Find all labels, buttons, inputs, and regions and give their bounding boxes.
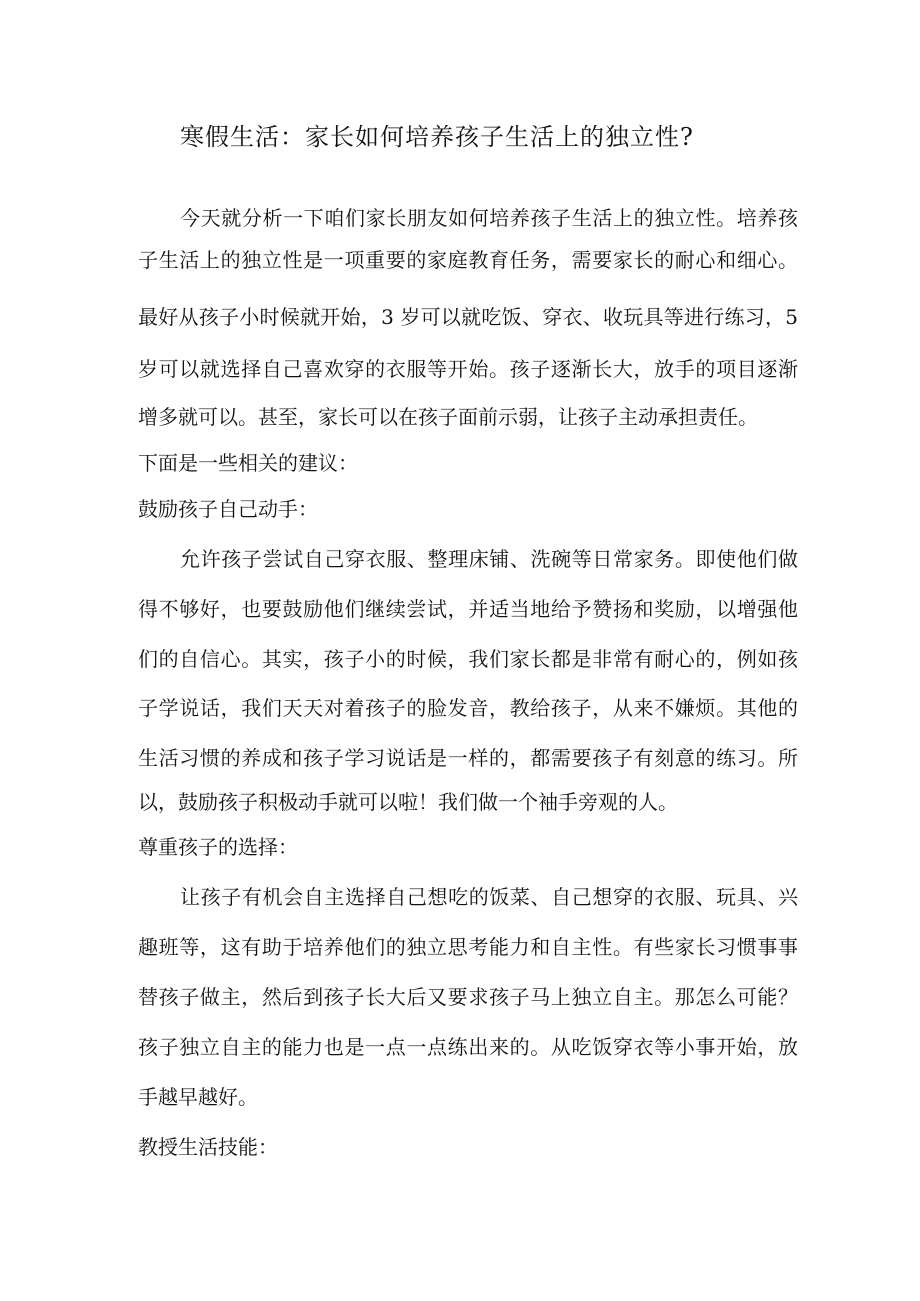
- paragraph-line: 让孩子有机会自主选择自己想吃的饭菜、自己想穿的衣服、玩具、兴: [180, 885, 798, 909]
- section-intro: 下面是一些相关的建议：: [138, 451, 358, 475]
- paragraph-line: 生活习惯的养成和孩子学习说话是一样的，都需要孩子有刻意的练习。所: [138, 746, 798, 770]
- paragraph-line: 得不够好，也要鼓励他们继续尝试，并适当地给予赞扬和奖励，以增强他: [138, 597, 798, 621]
- paragraph-line: 以，鼓励孩子积极动手就可以啦！我们做一个袖手旁观的人。: [138, 790, 678, 814]
- paragraph-line: 们的自信心。其实，孩子小的时候，我们家长都是非常有耐心的，例如孩: [138, 647, 798, 671]
- paragraph-line: 允许孩子尝试自己穿衣服、整理床铺、洗碗等日常家务。即使他们做: [180, 547, 798, 571]
- paragraph-line: 子生活上的独立性是一项重要的家庭教育任务，需要家长的耐心和细心。: [138, 248, 798, 272]
- document-title: 寒假生活：家长如何培养孩子生活上的独立性?: [180, 123, 694, 151]
- paragraph-line: 增多就可以。甚至，家长可以在孩子面前示弱，让孩子主动承担责任。: [138, 405, 758, 429]
- paragraph-line: 今天就分析一下咱们家长朋友如何培养孩子生活上的独立性。培养孩: [180, 206, 798, 230]
- paragraph-line: 岁可以就选择自己喜欢穿的衣服等开始。孩子逐渐长大，放手的项目逐渐: [138, 357, 798, 381]
- paragraph-line: 替孩子做主，然后到孩子长大后又要求孩子马上独立自主。那怎么可能？: [138, 985, 798, 1009]
- section-heading: 尊重孩子的选择：: [138, 835, 298, 859]
- paragraph-line: 孩子独立自主的能力也是一点一点练出来的。从吃饭穿衣等小事开始，放: [138, 1035, 798, 1059]
- section-heading: 鼓励孩子自己动手：: [138, 497, 318, 521]
- paragraph-line: 最好从孩子小时候就开始，3 岁可以就吃饭、穿衣、收玩具等进行练习，5: [138, 305, 798, 329]
- paragraph-line: 子学说话，我们天天对着孩子的脸发音，教给孩子，从来不嫌烦。其他的: [138, 696, 798, 720]
- paragraph-line: 趣班等，这有助于培养他们的独立思考能力和自主性。有些家长习惯事事: [138, 935, 798, 959]
- section-heading: 教授生活技能：: [138, 1135, 278, 1159]
- paragraph-line: 手越早越好。: [138, 1085, 258, 1109]
